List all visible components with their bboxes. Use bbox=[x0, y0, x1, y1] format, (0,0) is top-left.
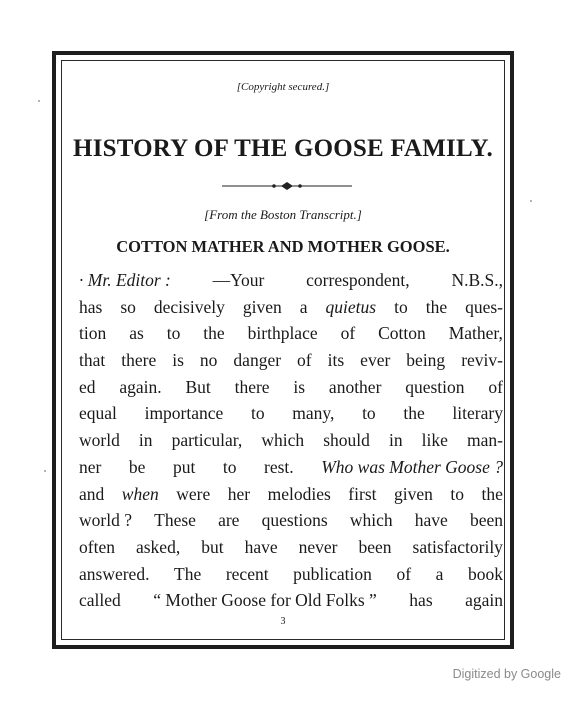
word: been bbox=[358, 536, 392, 557]
word: the bbox=[203, 323, 225, 344]
word: given bbox=[242, 296, 282, 317]
word: but bbox=[201, 536, 224, 557]
word: to bbox=[250, 403, 265, 424]
word: put bbox=[172, 456, 196, 477]
word: again. bbox=[119, 376, 162, 397]
word: equal bbox=[79, 403, 117, 424]
word: which bbox=[261, 430, 305, 451]
word: world bbox=[79, 430, 120, 451]
word: like bbox=[421, 430, 448, 451]
text-line bbox=[79, 347, 503, 374]
page-title: HISTORY OF THE GOOSE FAMILY. bbox=[73, 135, 493, 162]
word: that bbox=[79, 350, 106, 371]
word: quietus bbox=[325, 296, 377, 317]
word: its bbox=[327, 350, 345, 371]
word: These bbox=[154, 510, 196, 531]
text-line bbox=[79, 374, 503, 401]
word: there bbox=[234, 376, 270, 397]
word: to bbox=[166, 323, 181, 344]
word: a bbox=[435, 563, 444, 584]
word: N.B.S., bbox=[451, 270, 503, 290]
scan-speck bbox=[530, 200, 532, 202]
word: the bbox=[425, 296, 448, 317]
text-line bbox=[79, 507, 503, 534]
word: the bbox=[481, 483, 503, 504]
article-heading: COTTON MATHER AND MOTHER GOOSE. bbox=[116, 237, 450, 256]
word: are bbox=[218, 510, 240, 531]
word: called bbox=[79, 590, 121, 611]
word: ner bbox=[79, 456, 102, 477]
word: is bbox=[293, 376, 306, 397]
word: “ Mother Goose for Old Folks ” bbox=[153, 590, 377, 611]
word: reviv- bbox=[461, 350, 503, 371]
page-inner-border bbox=[61, 60, 505, 640]
word: tion bbox=[79, 323, 107, 344]
word: being bbox=[406, 350, 446, 371]
word: have bbox=[244, 536, 278, 557]
word: ever bbox=[360, 350, 391, 371]
word: to bbox=[362, 403, 376, 424]
article-body bbox=[79, 267, 503, 614]
word: to bbox=[394, 296, 408, 317]
word: rest. bbox=[264, 456, 294, 477]
word: in bbox=[138, 430, 153, 451]
word: danger bbox=[233, 350, 282, 371]
word: be bbox=[128, 456, 146, 477]
text-line bbox=[79, 587, 503, 614]
word: of bbox=[340, 323, 356, 344]
word: have bbox=[414, 510, 448, 531]
word: man- bbox=[466, 430, 503, 451]
word: again bbox=[465, 590, 503, 611]
word: has bbox=[79, 296, 103, 317]
word: But bbox=[185, 376, 211, 397]
page-border bbox=[52, 51, 514, 649]
word: The bbox=[174, 563, 202, 584]
word: publication bbox=[293, 563, 372, 584]
word: ed bbox=[79, 376, 96, 397]
word: particular, bbox=[171, 430, 243, 451]
word: so bbox=[120, 296, 136, 317]
copyright-notice: [Copyright secured.] bbox=[236, 81, 330, 93]
word: and bbox=[79, 483, 105, 504]
word: another bbox=[328, 376, 382, 397]
word: many, bbox=[292, 403, 335, 424]
word: is bbox=[172, 350, 184, 371]
scan-speck bbox=[38, 100, 40, 102]
text-line bbox=[79, 534, 503, 561]
word: literary bbox=[452, 403, 503, 424]
title-ornament bbox=[222, 181, 352, 191]
word: Who was Mother Goose ? bbox=[321, 456, 503, 477]
word: there bbox=[121, 350, 157, 371]
word: of bbox=[488, 376, 503, 397]
word: Mather, bbox=[448, 323, 503, 344]
word: Cotton bbox=[378, 323, 426, 344]
word: when bbox=[121, 483, 159, 504]
word: correspondent, bbox=[306, 270, 410, 290]
text-line bbox=[79, 267, 503, 294]
word: been bbox=[469, 510, 503, 531]
scan-speck bbox=[44, 470, 46, 472]
word: questions bbox=[261, 510, 328, 531]
source-citation: [From the Boston Transcript.] bbox=[204, 207, 362, 222]
word: recent bbox=[225, 563, 269, 584]
word: of bbox=[396, 563, 412, 584]
word: no bbox=[199, 350, 218, 371]
digitization-watermark: Digitized by Google bbox=[452, 667, 561, 681]
word: decisively bbox=[153, 296, 225, 317]
word: the bbox=[403, 403, 425, 424]
word: given bbox=[394, 483, 433, 504]
word: to bbox=[450, 483, 465, 504]
word: question bbox=[405, 376, 465, 397]
word: of bbox=[297, 350, 312, 371]
word: should bbox=[323, 430, 370, 451]
word: melodies bbox=[267, 483, 331, 504]
text-line bbox=[79, 481, 503, 508]
word: a bbox=[299, 296, 308, 317]
word: to bbox=[222, 456, 237, 477]
word: often bbox=[79, 536, 115, 557]
word: were bbox=[176, 483, 211, 504]
text-line bbox=[79, 561, 503, 588]
word: answered. bbox=[79, 563, 150, 584]
word: first bbox=[348, 483, 377, 504]
text-line bbox=[79, 427, 503, 454]
page-number: 3 bbox=[280, 616, 286, 627]
word: ques- bbox=[465, 296, 503, 317]
word: book bbox=[467, 563, 503, 584]
word: world ? bbox=[79, 510, 132, 531]
word: —Your bbox=[212, 270, 265, 290]
text-line bbox=[79, 320, 503, 347]
word: which bbox=[349, 510, 393, 531]
text-line bbox=[79, 400, 503, 427]
text-line bbox=[79, 294, 503, 321]
word: has bbox=[409, 590, 433, 611]
text-line bbox=[79, 454, 503, 481]
word: importance bbox=[144, 403, 224, 424]
word: · Mr. Editor : bbox=[79, 270, 171, 290]
word: asked, bbox=[135, 536, 181, 557]
word: satisfactorily bbox=[412, 536, 503, 557]
word: birthplace bbox=[247, 323, 318, 344]
word: as bbox=[129, 323, 144, 344]
word: in bbox=[388, 430, 403, 451]
word: never bbox=[298, 536, 338, 557]
word: her bbox=[227, 483, 251, 504]
